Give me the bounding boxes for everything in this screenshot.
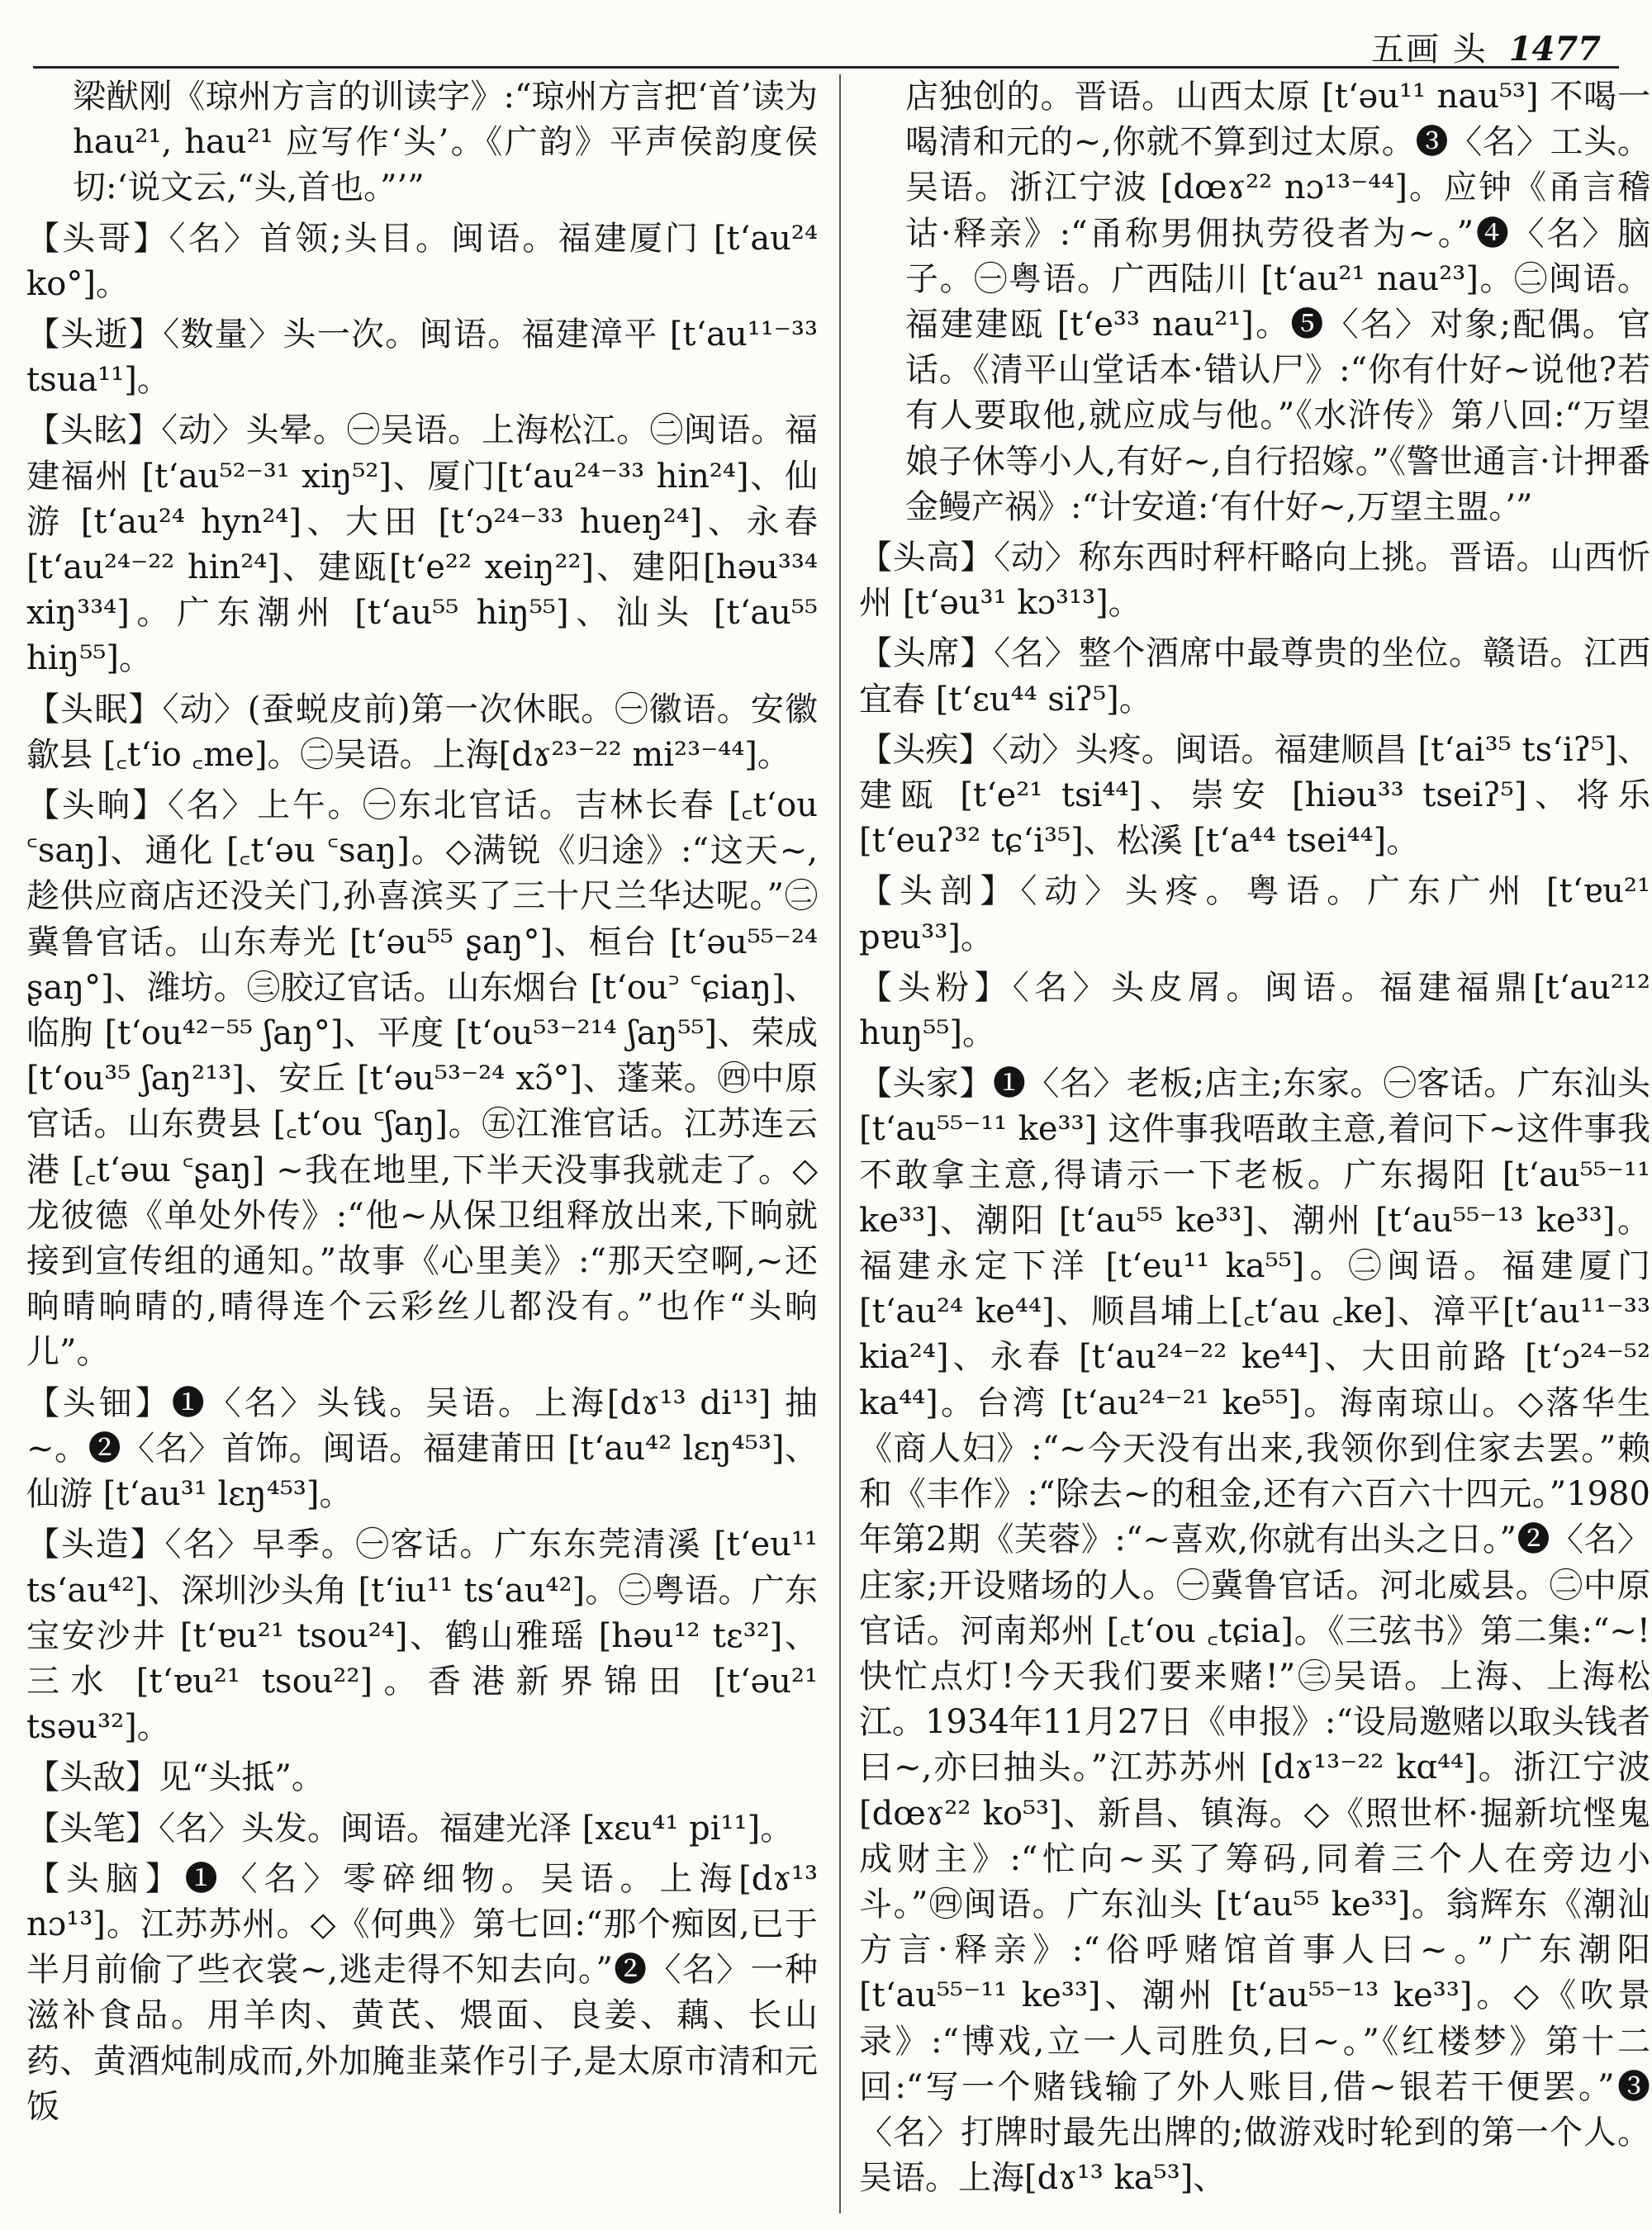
page-header <box>1371 23 1619 73</box>
column-divider <box>839 74 841 2213</box>
entry-tou-xi: 【头席】〈名〉整个酒席中最尊贵的坐位。赣语。江西宜春 [tʻɛu⁴⁴ siʔ⁵]。 <box>859 634 1650 719</box>
entry-continuation: 梁猷刚《琼州方言的训读字》:“琼州方言把‘首’读为hau²¹, hau²¹ 应写作‘头’。《广韵》平声侯韵度侯切:‘说文云,“头,首也。”’” <box>73 78 818 207</box>
entry-tou-ge: 【头哥】〈名〉首领;头目。闽语。福建厦门 [tʻau²⁴ ko°]。 <box>26 219 818 303</box>
entry-tou-mian: 【头眠】〈动〉(蚕蜕皮前)第一次休眠。㊀徽语。安徽歙县 [꜀tʻio ꜀me]。㊁吴语。上海[dɤ²³⁻²² mi²³⁻⁴⁴]。 <box>26 690 818 774</box>
entry-tou-xuan: 【头眩】〈动〉头晕。㊀吴语。上海松江。㊁闽语。福建福州 [tʻau⁵²⁻³¹ xiŋ⁵²]、厦门[tʻau²⁴⁻³³ hin²⁴]、仙游 [tʻau²⁴ hyn²⁴]、大田 [tʻɔ²⁴⁻³³ hueŋ²⁴]、永春 [tʻau²⁴⁻²² hin²⁴]、建瓯[tʻe²² xeiŋ²²]、建阳[həu³³⁴ xiŋ³³⁴]。广东潮州 [tʻau⁵⁵ hiŋ⁵⁵]、汕头 [tʻau⁵⁵ hiŋ⁵⁵]。 <box>26 411 818 678</box>
entry-tou-dian: 【头钿】❶〈名〉头钱。吴语。上海[dɤ¹³ di¹³] 抽~。❷〈名〉首饰。闽语。福建莆田 [tʻau⁴² lɛŋ⁴⁵³]、仙游 [tʻau³¹ lɛŋ⁴⁵³]。 <box>26 1383 818 1514</box>
entry-tou-gao: 【头高】〈动〉称东西时秤杆略向上挑。晋语。山西忻州 [tʻəu³¹ kɔ³¹³]。 <box>859 539 1650 623</box>
entry-tou-di: 【头敌】见“头抵”。 <box>26 1758 325 1797</box>
section-title: 五画 头 <box>1371 31 1488 69</box>
left-column <box>26 74 818 2222</box>
entry-tou-shi: 【头逝】〈数量〉头一次。闽语。福建漳平 [tʻau¹¹⁻³³ tsua¹¹]。 <box>26 316 818 400</box>
entry-tou-ji: 【头疾】〈动〉头疼。闽语。福建顺昌 [tʻai³⁵ tsʻiʔ⁵]、建瓯 [tʻe²¹ tsi⁴⁴]、崇安 [hiəu³³ tseiʔ⁵]、将乐 [tʻeuʔ³² tɕʻi³⁵]、松溪 [tʻa⁴⁴ tsei⁴⁴]。 <box>859 730 1650 861</box>
entry-tou-bi: 【头笔】〈名〉头发。闽语。福建光泽 [xɛu⁴¹ pi¹¹]。 <box>26 1809 794 1848</box>
entry-tou-nao-continued: 店独创的。晋语。山西太原 [tʻəu¹¹ nau⁵³] 不喝一喝清和元的~,你就不算到过太原。❸〈名〉工头。吴语。浙江宁波 [dœɤ²² nɔ¹³⁻⁴⁴]。应钟《甬言稽诂·释亲》:“甬称男佣执劳役者为~。”❹〈名〉脑子。㊀粤语。广西陆川 [tʻau²¹ nau²³]。㊁闽语。福建建瓯 [tʻe³³ nau²¹]。❺〈名〉对象;配偶。官话。《清平山堂话本·错认尸》:“你有什好~说他?若有人要取他,就应成与他。”《水浒传》第八回:“万望娘子休等小人,有好~,自行招嫁。”《警世通言·计押番金鳗产祸》:“计安道:‘有什好~,万望主盟。’” <box>905 78 1650 526</box>
header-rule <box>33 66 1619 69</box>
entry-tou-nao: 【头脑】❶〈名〉零碎细物。吴语。上海[dɤ¹³ nɔ¹³]。江苏苏州。◇《何典》第七回:“那个痴囡,已于半月前偷了些衣裳~,逃走得不知去向。”❷〈名〉一种滋补食品。用羊肉、黄芪、煨面、良姜、藕、长山药、黄酒炖制成而,外加腌韭菜作引子,是太原市清和元饭 <box>26 1859 818 2126</box>
entry-tou-fen: 【头粉】〈名〉头皮屑。闽语。福建福鼎[tʻau²¹² huŋ⁵⁵]。 <box>859 968 1650 1053</box>
entry-tou-jia: 【头家】❶〈名〉老板;店主;东家。㊀客话。广东汕头 [tʻau⁵⁵⁻¹¹ ke³³] 这件事我唔敢主意,着问下~这件事我不敢拿主意,得请示一下老板。广东揭阳 [tʻau⁵⁵⁻¹¹ ke³³]、潮阳 [tʻau⁵⁵ ke³³]、潮州 [tʻau⁵⁵⁻¹³ ke³³]。福建永定下洋 [tʻeu¹¹ ka⁵⁵]。㊁闽语。福建厦门 [tʻau²⁴ ke⁴⁴]、顺昌埔上[꜀tʻau ꜀ke]、漳平[tʻau¹¹⁻³³ kia²⁴]、永春 [tʻau²⁴⁻²² ke⁴⁴]、大田前路 [tʻɔ²⁴⁻⁵² ka⁴⁴]。台湾 [tʻau²⁴⁻²¹ ke⁵⁵]。海南琼山。◇落华生《商人妇》:“~今天没有出来,我领你到住家去罢。”赖和《丰作》:“除去~的租金,还有六百六十四元。”1980年第2期《芙蓉》:“~喜欢,你就有出头之日。”❷〈名〉庄家;开设赌场的人。㊀冀鲁官话。河北威县。㊁中原官话。河南郑州 [꜀tʻou ꜀tɕia]。《三弦书》第二集:“~!快忙点灯!今天我们要来赌!”㊂吴语。上海、上海松江。1934年11月27日《申报》:“设局邀赌以取头钱者曰~,亦曰抽头。”江苏苏州 [dɤ¹³⁻²² kɑ⁴⁴]。浙江宁波 [dœɤ²² ko⁵³]、新昌、镇海。◇《照世杯·掘新坑悭鬼成财主》:“忙向~买了筹码,同着三个人在旁边小斗。”㊃闽语。广东汕头 [tʻau⁵⁵ ke³³]。翁辉东《潮汕方言·释亲》:“俗呼赌馆首事人曰~。”广东潮阳 [tʻau⁵⁵⁻¹¹ ke³³]、潮州 [tʻau⁵⁵⁻¹³ ke³³]。◇《吹景录》:“博戏,立一人司胜负,曰~。”《红楼梦》第十二回:“写一个赌钱输了外人账目,借~银若干便罢。”❸〈名〉打牌时最先出牌的;做游戏时轮到的第一个人。吴语。上海[dɤ¹³ ka⁵³]、 <box>859 1065 1650 2198</box>
entry-tou-zao: 【头造】〈名〉早季。㊀客话。广东东莞清溪 [tʻeu¹¹ tsʻau⁴²]、深圳沙头角 [tʻiu¹¹ tsʻau⁴²]。㊁粤语。广东宝安沙井 [tʻɐu²¹ tsou²⁴]、鹤山雅瑶 [həu¹² tɛ³²]、三水 [tʻɐu²¹ tsou²²]。香港新界锦田 [tʻəu²¹ tsəu³²]。 <box>26 1525 818 1747</box>
entry-tou-shang: 【头晌】〈名〉上午。㊀东北官话。吉林长春 [꜀tʻou ꜂saŋ]、通化 [꜀tʻəu ꜂saŋ]。◇满锐《归途》:“这天~,趁供应商店还没关门,孙喜滨买了三十尺兰华达呢。”㊁冀鲁官话。山东寿光 [tʻəu⁵⁵ ʂaŋ°]、桓台 [tʻəu⁵⁵⁻²⁴ ʂaŋ°]、潍坊。㊂胶辽官话。山东烟台 [tʻou꜄ ꜂ɕiaŋ]、临朐 [tʻou⁴²⁻⁵⁵ ʃaŋ°]、平度 [tʻou⁵³⁻²¹⁴ ʃaŋ⁵⁵]、荣成[tʻou³⁵ ʃaŋ²¹³]、安丘 [tʻəu⁵³⁻²⁴ xɔ̃°]、蓬莱。㊃中原官话。山东费县 [꜀tʻou ꜂ʃaŋ]。㊄江淮官话。江苏连云港 [꜀tʻəɯ ꜂ʂaŋ] ~我在地里,下半天没事我就走了。◇龙彼德《单处外传》:“他~从保卫组释放出来,下晌就接到宣传组的通知。”故事《心里美》:“那天空啊,~还晌晴晌晴的,晴得连个云彩丝儿都没有。”也作“头晌儿”。 <box>26 786 818 1372</box>
right-column <box>859 74 1650 2222</box>
page-number: 1477 <box>1508 30 1602 69</box>
entry-tou-pou: 【头剖】〈动〉头疼。粤语。广东广州 [tʻɐu²¹ pɐu³³]。 <box>859 872 1650 956</box>
